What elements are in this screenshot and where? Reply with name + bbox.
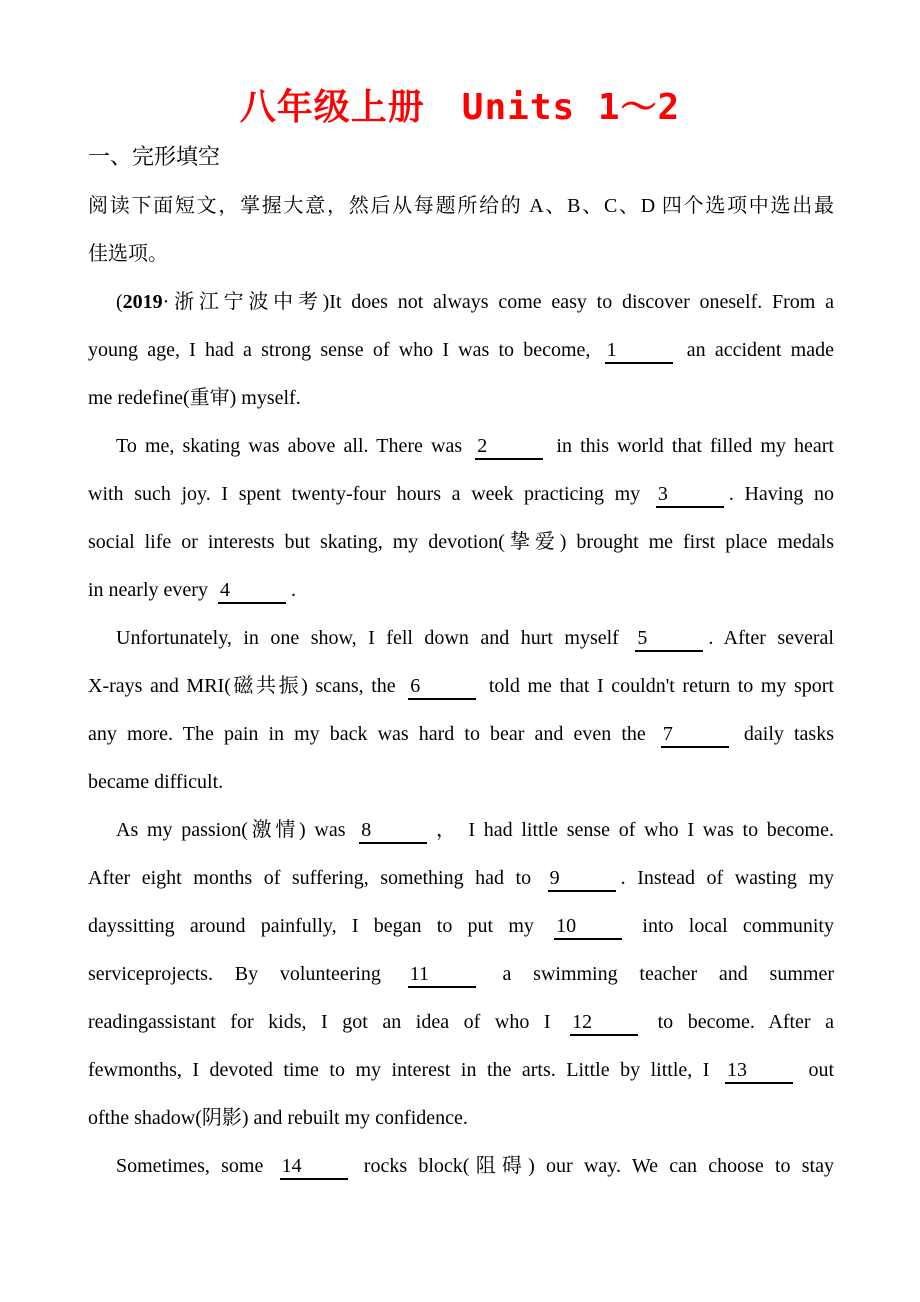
paragraph: [88, 614, 834, 806]
text-line: ofthe shadow(阴影) and rebuilt my confidence.: [88, 1107, 468, 1129]
document-body: [88, 182, 834, 1190]
blank-8: 8: [359, 819, 427, 844]
text-line: fewmonths, I devoted time to my interest in the arts. Little by little, I 13 out: [88, 1046, 834, 1094]
text-line: serviceprojects. By volunteering 11 a swimming teacher and summer: [88, 950, 834, 998]
blank-3: 3: [656, 483, 724, 508]
page-title: 八年级上册 Units 1～2: [239, 87, 681, 128]
blank-2: 2: [475, 435, 543, 460]
text-line: became difficult.: [88, 771, 224, 793]
paragraph: [88, 1142, 834, 1190]
text-line: social life or interests but skating, my devotion(挚爱) brought me first place medals: [88, 531, 834, 553]
text-line: 阅读下面短文，掌握大意，然后从每题所给的 A、B、C、D 四个选项中选出最: [88, 195, 834, 217]
paragraph: [88, 278, 834, 422]
text-line: readingassistant for kids, I got an idea of who I 12 to become. After a: [88, 998, 834, 1046]
text-line: me redefine(重审) myself.: [88, 387, 301, 409]
text-line: dayssitting around painfully, I began to put my 10 into local community: [88, 902, 834, 950]
text-line: X-rays and MRI(磁共振) scans, the 6 told me that I couldn't return to my sport: [88, 662, 834, 710]
blank-12: 12: [570, 1011, 638, 1036]
text-line: (2019·浙江宁波中考)It does not always come easy to discover oneself. From a: [116, 291, 834, 313]
text-line: Unfortunately, in one show, I fell down and hurt myself 5 . After several: [88, 614, 834, 662]
blank-6: 6: [408, 675, 476, 700]
blank-14: 14: [280, 1155, 348, 1180]
blank-11: 11: [408, 963, 476, 988]
blank-13: 13: [725, 1059, 793, 1084]
text-line: in nearly every 4 .: [88, 566, 834, 614]
text-line: Sometimes, some 14 rocks block(阻碍) our way. We can choose to stay: [88, 1142, 834, 1190]
paragraph: [88, 806, 834, 1142]
text-line: any more. The pain in my back was hard to bear and even the 7 daily tasks: [88, 710, 834, 758]
blank-5: 5: [635, 627, 703, 652]
text-line: with such joy. I spent twenty-four hours a week practicing my 3 . Having no: [88, 470, 834, 518]
text-line: After eight months of suffering, something had to 9 . Instead of wasting my: [88, 854, 834, 902]
section-heading: 一、完形填空: [88, 144, 221, 169]
bold-text: 2019: [122, 291, 163, 313]
blank-10: 10: [554, 915, 622, 940]
paragraph: [88, 182, 834, 278]
text-line: To me, skating was above all. There was 2 in this world that filled my heart: [88, 422, 834, 470]
blank-4: 4: [218, 579, 286, 604]
blank-1: 1: [605, 339, 673, 364]
paragraph: [88, 422, 834, 614]
text-line: 佳选项。: [88, 243, 168, 265]
blank-9: 9: [548, 867, 616, 892]
blank-7: 7: [661, 723, 729, 748]
text-line: As my passion(激情) was 8 ， I had little sense of who I was to become.: [88, 806, 834, 854]
text-line: young age, I had a strong sense of who I was to become, 1 an accident made: [88, 326, 834, 374]
